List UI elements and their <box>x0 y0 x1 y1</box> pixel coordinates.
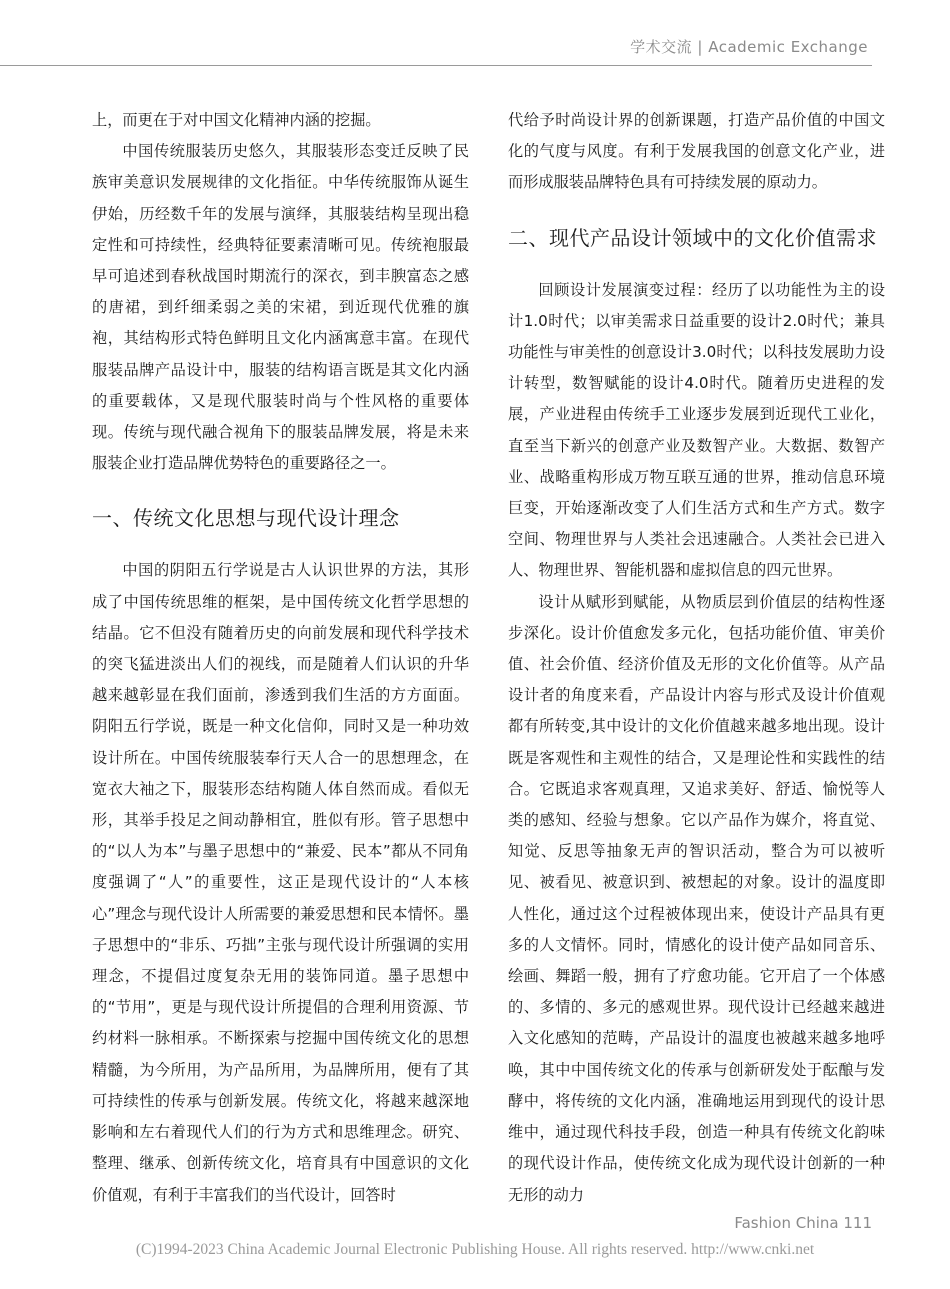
section-heading: 二、现代产品设计领域中的文化价值需求 <box>508 225 877 250</box>
header-rule <box>0 65 872 66</box>
right-column <box>508 105 885 1211</box>
paragraph: 中国传统服装历史悠久，其服装形态变迁反映了民族审美意识发展规律的文化指征。中华传统服饰从诞生伊始，历经数千年的发展与演绎，其服装结构呈现出稳定性和可持续性，经典特征要素清晰可见。传统袍服最早可追述到春秋战国时期流行的深衣，到丰腴富态之感的唐裙，到纤细柔弱之美的宋裙，到近现代优雅的旗袍，其结构形式特色鲜明且文化内涵寓意丰富。在现代服装品牌产品设计中，服装的结构语言既是其文化内涵的重要载体，又是现代服装时尚与个性风格的重要体现。传统与现代融合视角下的服装品牌发展，将是未来服装企业打造品牌优势特色的重要路径之一。 <box>92 142 469 473</box>
section-heading: 一、传统文化思想与现代设计理念 <box>92 506 400 531</box>
paragraph: 回顾设计发展演变过程：经历了以功能性为主的设计1.0时代；以审美需求日益重要的设计2.0时代；兼具功能性与审美性的创意设计3.0时代；以科技发展助力设计转型，数智赋能的设计4.0时代。随着历史进程的发展，产业进程由传统手工业逐步发展到近现代工业化，直至当下新兴的创意产业及数智产业。大数据、数智产业、战略重构形成万物互联互通的世界，推动信息环境巨变，开始逐渐改变了人们生活方式和生产方式。数字空间、物理世界与人类社会迅速融合。人类社会已进入人、物理世界、智能机器和虚拟信息的四元世界。 <box>508 280 885 580</box>
page-folio: Fashion China 111 <box>734 1214 872 1232</box>
running-header: 学术交流 | Academic Exchange <box>630 38 868 56</box>
copyright-notice: (C)1994-2023 China Academic Journal Electronic Publishing House. All rights reserved. http://www.cnki.net <box>135 1241 815 1258</box>
paragraph: 代给予时尚设计界的创新课题，打造产品价值的中国文化的气度与风度。有利于发展我国的创意文化产业，进而形成服装品牌特色具有可持续发展的原动力。 <box>508 111 885 192</box>
paragraph: 中国的阴阳五行学说是古人认识世界的方法，其形成了中国传统思维的框架，是中国传统文化哲学思想的结晶。它不但没有随着历史的向前发展和现代科学技术的突飞猛进淡出人们的视线，而是随着人们认识的升华越来越彰显在我们面前，渗透到我们生活的方方面面。阴阳五行学说，既是一种文化信仰，同时又是一种功效设计所在。中国传统服装奉行天人合一的思想理念，在宽衣大袖之下，服装形态结构随人体自然而成。看似无形，其举手投足之间动静相宜，胜似有形。管子思想中的“以人为本”与墨子思想中的“兼爱、民本”都从不同角度强调了“人”的重要性，这正是现代设计的“人本核心”理念与现代设计人所需要的兼爱思想和民本情怀。墨子思想中的“非乐、巧拙”主张与现代设计所强调的实用理念，不提倡过度复杂无用的装饰同道。墨子思想中的“节用”，更是与现代设计所提倡的合理利用资源、节约材料一脉相承。不断探索与挖掘中国传统文化的思想精髓，为今所用，为产品所用，为品牌所用，便有了其可持续性的传承与创新发展。传统文化，将越来越深地影响和左右着现代人们的行为方式和思维理念。研究、整理、继承、创新传统文化，培育具有中国意识的文化价值观，有利于丰富我们的当代设计，回答时 <box>92 561 469 1204</box>
left-column <box>92 105 469 1211</box>
paragraph: 设计从赋形到赋能，从物质层到价值层的结构性逐步深化。设计价值愈发多元化，包括功能价值、审美价值、社会价值、经济价值及无形的文化价值等。从产品设计者的角度来看，产品设计内容与形式及设计价值观都有所转变,其中设计的文化价值越来越多地出现。设计既是客观性和主观性的结合，又是理论性和实践性的结合。它既追求客观真理，又追求美好、舒适、愉悦等人类的感知、经验与想象。它以产品作为媒介，将直觉、知觉、反思等抽象无声的智识活动，整合为可以被听见、被看见、被意识到、被想起的对象。设计的温度即人性化，通过这个过程被体现出来，使设计产品具有更多的人文情怀。同时，情感化的设计使产品如同音乐、绘画、舞蹈一般，拥有了疗愈功能。它开启了一个体感的、多情的、多元的感观世界。现代设计已经越来越进入文化感知的范畴，产品设计的温度也被越来越多地呼唤，其中中国传统文化的传承与创新研发处于酝酿与发酵中，将传统的文化内涵，准确地运用到现代的设计思维中，通过现代科技手段，创造一种具有传统文化韵味的现代设计作品，使传统文化成为现代设计创新的一种无形的动力 <box>508 592 885 1204</box>
paragraph: 上，而更在于对中国文化精神内涵的挖掘。 <box>92 111 381 129</box>
